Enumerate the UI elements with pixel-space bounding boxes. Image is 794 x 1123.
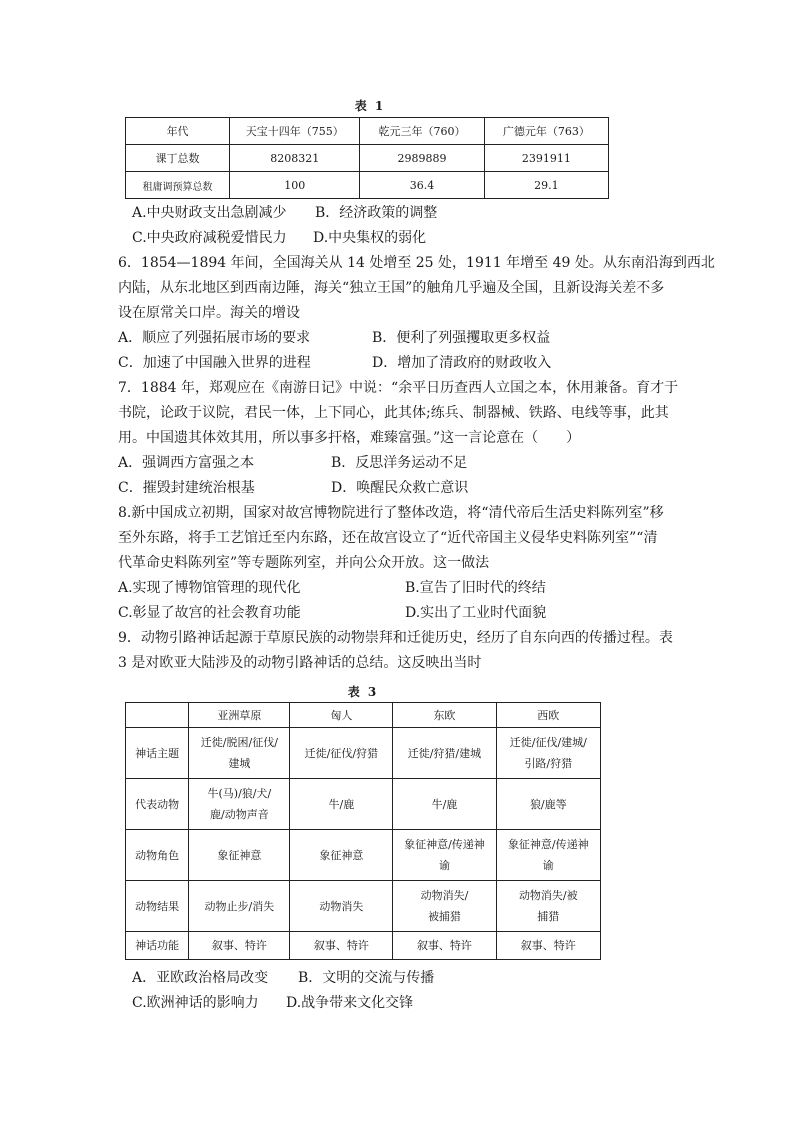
q9-stem-line: 3 是对欧亚大陆涉及的动物引路神话的总结。这反映出当时: [118, 655, 482, 671]
table-row: [126, 779, 601, 830]
q6-stem-line: 内陆，从东北地区到西南边陲，海关“独立王国”的触角几乎遍及全国，且新设海关差不多: [118, 280, 665, 296]
q9-option-d[interactable]: D.战争带来文化交锋: [286, 995, 414, 1011]
table-cell: 牛/鹿: [290, 779, 393, 830]
table-row: [126, 172, 609, 199]
q8-option-a[interactable]: A.实现了博物馆管理的现代化: [118, 580, 301, 596]
q5-option-c[interactable]: C.中央政府减税爱惜民力: [132, 230, 287, 246]
table-cell: 2391911: [484, 145, 608, 172]
q7-option-c[interactable]: C．摧毁封建统治根基: [118, 480, 255, 496]
table-cell: 神话主题: [126, 728, 189, 779]
q9-option-b[interactable]: B．文明的交流与传播: [298, 970, 435, 986]
table-row: [126, 145, 609, 172]
q7-option-b[interactable]: B．反思洋务运动不足: [331, 455, 468, 471]
table-cell: 36.4: [360, 172, 484, 199]
q5-option-b[interactable]: B．经济政策的调整: [315, 205, 438, 221]
q9-stem-line: 9．动物引路神话起源于草原民族的动物崇拜和迁徙历史，经历了自东向西的传播过程。表: [118, 630, 673, 646]
table-cell: 代表动物: [126, 779, 189, 830]
q7-option-d[interactable]: D．唤醒民众救亡意识: [331, 480, 469, 496]
table-row: [126, 728, 601, 779]
table-cell: 牛(马)/狼/犬/鹿/动物声音: [189, 779, 290, 830]
table-cell: 象征神意: [290, 830, 393, 881]
q8-option-b[interactable]: B.宣告了旧时代的终结: [405, 580, 546, 596]
table-cell: 动物消失/被捕猎: [496, 881, 600, 932]
q7-stem-line: 书院，论政于议院，君民一体，上下同心，此其体;练兵、制器械、铁路、电线等事，此其: [118, 405, 669, 421]
table3: [125, 702, 601, 960]
table-cell: 象征神意/传递神谕: [496, 830, 600, 881]
table1-caption: 表 1: [354, 99, 386, 113]
table-row: [126, 881, 601, 932]
q8-stem-line: 代革命史料陈列室”等专题陈列室，并向公众开放。这一做法: [118, 555, 490, 571]
table-cell: 东欧: [393, 703, 496, 728]
table-cell: 课丁总数: [126, 145, 230, 172]
table-cell: 叙事、特许: [496, 932, 600, 960]
table-cell: 100: [230, 172, 360, 199]
table-cell: 动物止步/消失: [189, 881, 290, 932]
q7-stem-line: 7．1884 年，郑观应在《南游日记》中说：“余平日历查西人立国之本，休用兼备。育才于: [118, 380, 679, 396]
q6-option-a[interactable]: A．顺应了列强拓展市场的要求: [118, 330, 311, 346]
q5-option-d[interactable]: D.中央集权的弱化: [313, 230, 427, 246]
q5-option-a[interactable]: A.中央财政支出急剧减少: [132, 205, 287, 221]
table-cell: 动物角色: [126, 830, 189, 881]
table-cell: 8208321: [230, 145, 360, 172]
table-cell: 亚洲草原: [189, 703, 290, 728]
q7-stem-line: 用。中国遗其体效其用，所以事多扞格，难臻富强。”这一言论意在（ ）: [118, 430, 581, 446]
table-cell: 匈人: [290, 703, 393, 728]
table-cell: 西欧: [496, 703, 600, 728]
table-cell: 象征神意: [189, 830, 290, 881]
q6-option-c[interactable]: C．加速了中国融入世界的进程: [118, 355, 311, 371]
table-cell: 广德元年（763）: [484, 118, 608, 145]
table-cell: 迁徙/狩猎/建城: [393, 728, 496, 779]
table-cell: 叙事、特许: [290, 932, 393, 960]
table-row: [126, 932, 601, 960]
table-cell: 叙事、特许: [189, 932, 290, 960]
table-cell: 动物消失/被捕猎: [393, 881, 496, 932]
q6-stem-line: 设在原常关口岸。海关的增设: [118, 305, 300, 321]
table-cell: 2989889: [360, 145, 484, 172]
table-cell: 牛/鹿: [393, 779, 496, 830]
table-row: [126, 118, 609, 145]
table-cell: 迁徙/征伐/建城/引路/狩猎: [496, 728, 600, 779]
table-row: [126, 830, 601, 881]
table-cell: 动物消失: [290, 881, 393, 932]
table-cell: 动物结果: [126, 881, 189, 932]
table-cell: 租庸调预算总数: [126, 172, 230, 199]
q6-option-d[interactable]: D．增加了清政府的财政收入: [372, 355, 552, 371]
q9-option-a[interactable]: A．亚欧政治格局改变: [132, 970, 269, 986]
table-cell: 乾元三年（760）: [360, 118, 484, 145]
q6-stem-line: 6．1854—1894 年间，全国海关从 14 处增至 25 处，1911 年增至 49 处。从东南沿海到西北: [118, 255, 715, 271]
table-cell: 狼/鹿等: [496, 779, 600, 830]
table3-caption: 表 3: [347, 685, 379, 699]
q9-option-c[interactable]: C.欧洲神话的影响力: [132, 995, 259, 1011]
q8-option-d[interactable]: D.实出了工业时代面貌: [405, 605, 547, 621]
table-row: [126, 703, 601, 728]
table-cell: 象征神意/传递神谕: [393, 830, 496, 881]
table-cell: 29.1: [484, 172, 608, 199]
q6-option-b[interactable]: B．便利了列强攫取更多权益: [372, 330, 551, 346]
q8-stem-line: 8.新中国成立初期，国家对故宫博物院进行了整体改造，将“清代帝后生活史料陈列室”移: [118, 505, 664, 521]
table-cell: 神话功能: [126, 932, 189, 960]
table-cell: [126, 703, 189, 728]
table-cell: 迁徙/脱困/征伐/建城: [189, 728, 290, 779]
table1: [125, 117, 609, 199]
table-cell: 天宝十四年（755）: [230, 118, 360, 145]
table-cell: 年代: [126, 118, 230, 145]
q8-stem-line: 至外东路，将手工艺馆迁至内东路，还在故宫设立了“近代帝国主义侵华史料陈列室”“清: [118, 530, 658, 546]
q8-option-c[interactable]: C.彰显了故宫的社会教育功能: [118, 605, 301, 621]
q7-option-a[interactable]: A．强调西方富强之本: [118, 455, 255, 471]
table-cell: 迁徙/征伐/狩猎: [290, 728, 393, 779]
table-cell: 叙事、特许: [393, 932, 496, 960]
